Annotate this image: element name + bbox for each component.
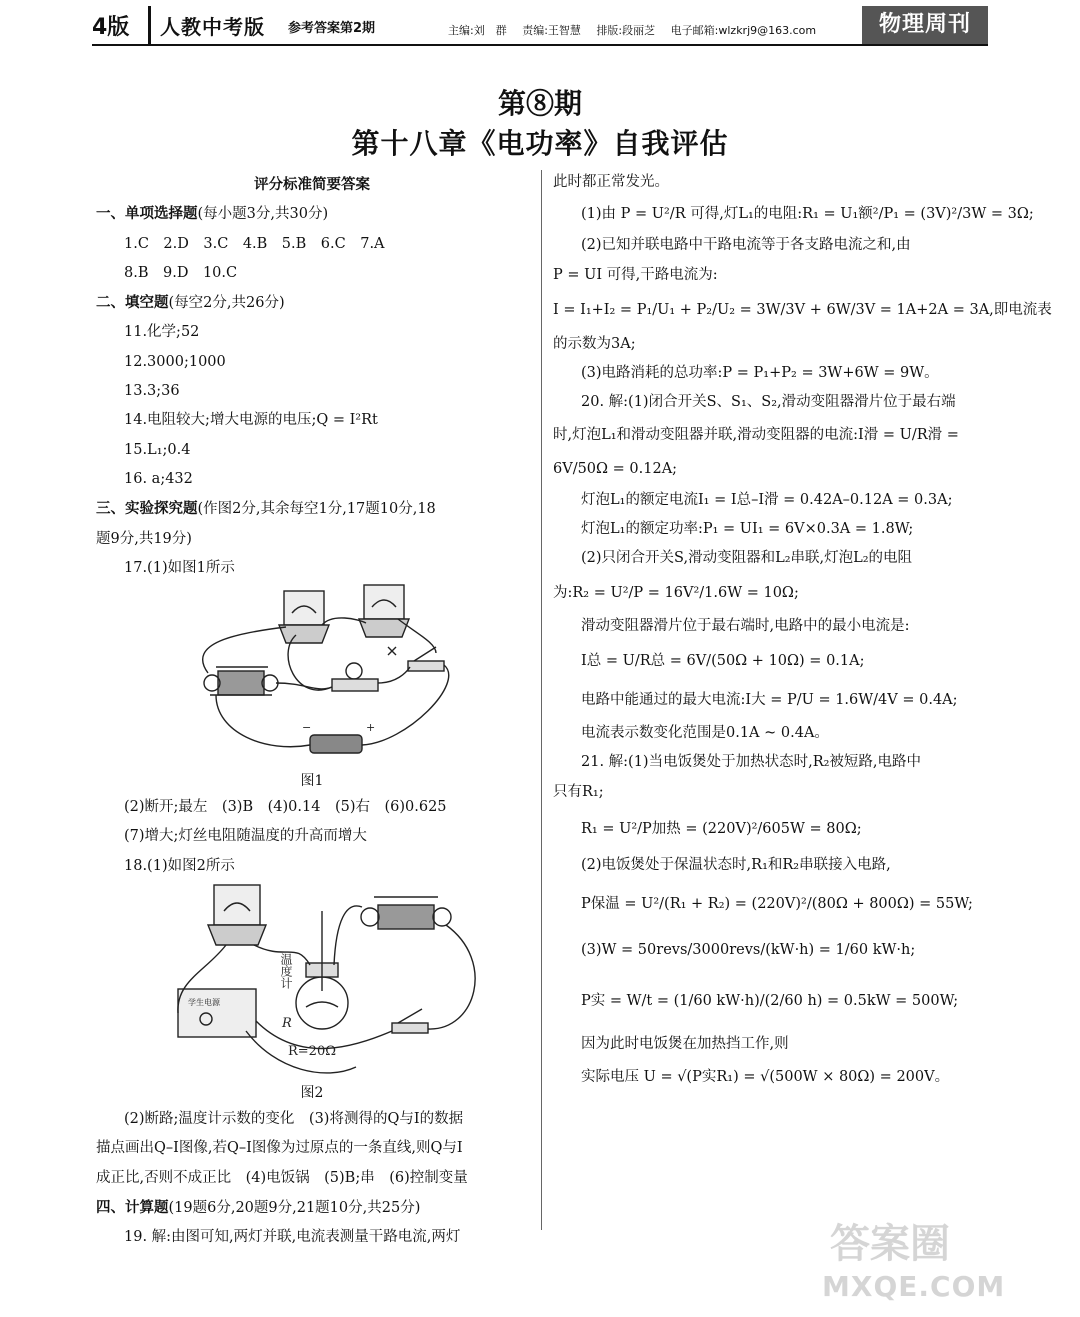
answer-line: 因为此时电饭煲在加热挡工作,则 — [581, 1036, 789, 1053]
answer-line: 滑动变阻器滑片位于最右端时,电路中的最小电流是: — [581, 617, 910, 634]
answer-line: 19. 解:由图可知,两灯并联,电流表测量干路电流,两灯 — [124, 1229, 461, 1246]
formula-line: I = I₁+I₂ = P₁/U₁ + P₂/U₂ = 3W/3V + 6W/3V = 1A+2A = 3A,即电流表 — [553, 301, 1052, 318]
figure-1 — [96, 583, 528, 769]
section-note: (作图2分,其余每空1分,17题10分,18 — [197, 501, 436, 518]
section-note: (每小题3分,共30分) — [197, 206, 329, 223]
header-divider — [148, 6, 151, 44]
svg-text:+: + — [366, 721, 376, 735]
edition-label: 人教中考版 — [160, 15, 265, 39]
answer-line: (2)只闭合开关S,滑动变阻器和L₂串联,灯泡L₂的电阻 — [581, 550, 913, 567]
section-note-cont: 题9分,共19分) — [96, 530, 192, 547]
circuit-diagram-1 — [96, 583, 528, 769]
answer-line: 11.化学;52 — [124, 324, 200, 341]
section-title: 二、填空题 — [96, 294, 169, 312]
watermark-domain: MXQE.COM — [822, 1270, 1006, 1303]
answer-line: P = UI 可得,干路电流为: — [553, 266, 718, 283]
answer-line: 17.(1)如图1所示 — [124, 559, 235, 576]
column-divider — [541, 170, 542, 1230]
formula-line: (1)由 P = U²/R 可得,灯L₁的电阻:R₁ = U₁额²/P₁ = (3V)²/3W = 3Ω; — [581, 206, 1034, 223]
formula-line: (3)W = 50revs/3000revs/(kW·h) = 1/60 kW·h; — [581, 942, 916, 959]
circuit-diagram-2 — [96, 881, 528, 1081]
email: 电子邮箱:wlzkrj9@163.com — [670, 24, 817, 37]
answer-line: 成正比,否则不成正比 (4)电饭锅 (5)B;串 (6)控制变量 — [96, 1169, 468, 1186]
right-column — [553, 168, 1052, 1095]
layout-editor: 排版:段丽芝 — [596, 24, 656, 37]
answer-line: 20. 解:(1)闭合开关S、S₁、S₂,滑动变阻器滑片位于最右端 — [581, 394, 956, 411]
resistor-value: R=20Ω — [288, 1044, 337, 1060]
resistor-label: R — [282, 1016, 292, 1032]
answer-line: 12.3000;1000 — [124, 353, 226, 370]
brand-logo: 物理周刊 — [862, 6, 988, 44]
section-note: (每空2分,共26分) — [168, 295, 285, 312]
version-label: 4版 — [92, 15, 130, 40]
answer-line: 18.(1)如图2所示 — [124, 857, 235, 874]
formula-line: 6V/50Ω = 0.12A; — [553, 460, 678, 477]
formula-line: 灯泡L₁的额定功率:P₁ = UI₁ = 6V×0.3A = 1.8W; — [581, 521, 914, 538]
issue-title: 第⑧期 — [497, 87, 582, 120]
left-column — [96, 170, 528, 1253]
thermometer-label: 温度计 — [279, 953, 293, 990]
answer-line: 15.L₁;0.4 — [124, 441, 191, 458]
formula-line: 为:R₂ = U²/P = 16V²/1.6W = 10Ω; — [553, 584, 799, 601]
power-supply-label: 学生电源 — [188, 998, 220, 1008]
answer-line: (7)增大;灯丝电阻随温度的升高而增大 — [124, 828, 367, 845]
answer-line: 电流表示数变化范围是0.1A ~ 0.4A。 — [581, 724, 829, 741]
figure-caption: 图1 — [300, 773, 324, 790]
answer-line: 14.电阻较大;增大电源的电压;Q = I²Rt — [124, 412, 378, 429]
answer-line: (2)已知并联电路中干路电流等于各支路电流之和,由 — [581, 237, 911, 254]
answer-line: 8.B 9.D 10.C — [124, 264, 238, 281]
formula-line: P实 = W/t = (1/60 kW·h)/(2/60 h) = 0.5kW = 500W; — [581, 993, 959, 1010]
header-rule — [92, 44, 988, 46]
chapter-title: 第十八章《电功率》自我评估 — [351, 127, 729, 160]
answer-line: 描点画出Q–I图像,若Q–I图像为过原点的一条直线,则Q与I — [96, 1140, 463, 1157]
watermark-logo-text: 答案圈 — [830, 1221, 950, 1267]
formula-line: 时,灯泡L₁和滑动变阻器并联,滑动变阻器的电流:I滑 = U/R滑 = — [553, 426, 959, 443]
answer-line: (2)电饭煲处于保温状态时,R₁和R₂串联接入电路, — [581, 856, 891, 873]
page-header — [0, 0, 1000, 50]
answer-line: (2)断路;温度计示数的变化 (3)将测得的Q与I的数据 — [124, 1111, 464, 1128]
formula-line: (3)电路消耗的总功率:P = P₁+P₂ = 3W+6W = 9W。 — [581, 365, 939, 382]
formula-line: 灯泡L₁的额定电流I₁ = I总–I滑 = 0.42A–0.12A = 0.3A; — [581, 491, 953, 508]
figure-caption: 图2 — [300, 1085, 324, 1102]
formula-line: 实际电压 U = √(P实R₁) = √(500W × 80Ω) = 200V。 — [581, 1069, 950, 1086]
formula-line: 电路中能通过的最大电流:I大 = P/U = 1.6W/4V = 0.4A; — [581, 691, 958, 708]
watermark — [820, 1212, 1006, 1312]
formula-line: I总 = U/R总 = 6V/(50Ω + 10Ω) = 0.1A; — [581, 652, 865, 669]
answer-line: 此时都正常发光。 — [553, 174, 669, 190]
answer-line: (2)断开;最左 (3)B (4)0.14 (5)右 (6)0.625 — [124, 799, 447, 816]
section-title: 三、实验探究题 — [96, 500, 198, 518]
figure-2 — [96, 881, 528, 1081]
answer-line: 1.C 2.D 3.C 4.B 5.B 6.C 7.A — [124, 235, 385, 252]
svg-text:−: − — [302, 721, 312, 735]
editor: 主编:刘 群 — [448, 24, 507, 37]
answer-line: 只有R₁; — [553, 783, 604, 800]
issue-label: 参考答案第2期 — [288, 21, 376, 36]
section-heading: 评分标准简要答案 — [254, 176, 370, 193]
section-title: 一、单项选择题 — [96, 205, 198, 223]
responsible-editor: 责编:王智慧 — [522, 24, 581, 37]
staff-credits — [448, 22, 828, 38]
formula-line: P保温 = U²/(R₁ + R₂) = (220V)²/(80Ω + 800Ω) = 55W; — [581, 896, 973, 913]
answer-line: 的示数为3A; — [553, 335, 636, 352]
section-title: 四、计算题 — [96, 1198, 169, 1216]
section-note: (19题6分,20题9分,21题10分,共25分) — [168, 1199, 421, 1216]
answer-line: 16. a;432 — [124, 470, 193, 487]
answer-line: 21. 解:(1)当电饭煲处于加热状态时,R₂被短路,电路中 — [581, 754, 922, 771]
answer-line: 13.3;36 — [124, 383, 180, 400]
formula-line: R₁ = U²/P加热 = (220V)²/605W = 80Ω; — [581, 820, 862, 837]
